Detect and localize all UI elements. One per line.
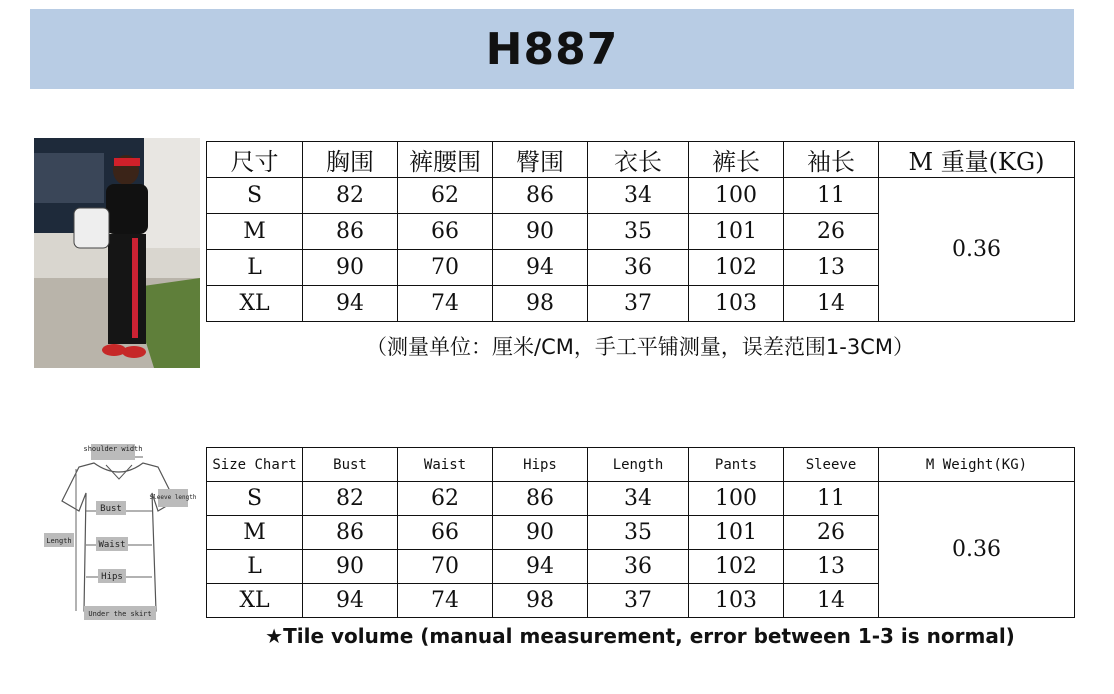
weight-cell: 0.36 [879,178,1075,322]
size-table-chinese [206,141,1075,322]
table-cell: 98 [493,286,588,322]
size-cell: M [207,214,303,250]
table-cell: 86 [303,214,398,250]
size-cell: XL [207,286,303,322]
table-header-row [207,448,1075,482]
table-cell: 11 [784,178,879,214]
table-cell: 35 [588,214,689,250]
table-cell: 100 [689,482,784,516]
header-cell: 裤腰围 [398,142,493,178]
header-cell: Hips [493,448,588,482]
header-cell: Size Chart [207,448,303,482]
diagram-label-shoulder: shoulder width [83,445,143,453]
diagram-label-hips: Hips [101,572,123,582]
table-cell: 74 [398,584,493,618]
table-cell: 62 [398,482,493,516]
table-cell: 13 [784,250,879,286]
table-cell: 94 [303,286,398,322]
header-cell: 袖长 [784,142,879,178]
table-cell: 66 [398,214,493,250]
table-cell: 102 [689,250,784,286]
header-cell: Pants [689,448,784,482]
table-cell: 37 [588,584,689,618]
table-cell: 11 [784,482,879,516]
table-cell: 82 [303,482,398,516]
diagram-label-length: Length [46,537,72,545]
size-cell: L [207,250,303,286]
table-cell: 100 [689,178,784,214]
table-cell: 102 [689,550,784,584]
table-cell: 74 [398,286,493,322]
table-cell: 14 [784,584,879,618]
table-row [207,482,1075,516]
table-header-row [207,142,1075,178]
diagram-label-waist: Waist [98,540,126,550]
header-cell: Waist [398,448,493,482]
header-cell: 臀围 [493,142,588,178]
header-cell: 裤长 [689,142,784,178]
size-cell: S [207,178,303,214]
product-photo-art [34,138,200,368]
measurement-diagram-art [34,441,200,626]
table-cell: 86 [303,516,398,550]
product-photo [34,138,200,368]
header-cell: 衣长 [588,142,689,178]
header-cell: M 重量(KG) [879,142,1075,178]
table-cell: 98 [493,584,588,618]
table-cell: 34 [588,482,689,516]
table-cell: 86 [493,178,588,214]
diagram-label-bust: Bust [100,504,122,514]
page-title: H887 [485,23,619,75]
table-cell: 90 [493,516,588,550]
size-cell: S [207,482,303,516]
table-cell: 26 [784,516,879,550]
table-cell: 101 [689,516,784,550]
table-cell: 94 [303,584,398,618]
table-cell: 86 [493,482,588,516]
table-cell: 103 [689,584,784,618]
table-cell: 94 [493,250,588,286]
measurement-note-chinese: （测量单位：厘米/CM，手工平铺测量，误差范围1-3CM） [366,335,914,359]
weight-cell: 0.36 [879,482,1075,618]
table-cell: 90 [303,250,398,286]
size-table-english [206,447,1075,618]
size-cell: XL [207,584,303,618]
header-cell: 胸围 [303,142,398,178]
table-cell: 70 [398,550,493,584]
table-cell: 70 [398,250,493,286]
table-cell: 36 [588,550,689,584]
table-cell: 37 [588,286,689,322]
header-cell: Sleeve [784,448,879,482]
table-cell: 101 [689,214,784,250]
header-cell: Length [588,448,689,482]
table-cell: 26 [784,214,879,250]
table-cell: 14 [784,286,879,322]
size-cell: M [207,516,303,550]
table-cell: 103 [689,286,784,322]
table-cell: 90 [493,214,588,250]
table-cell: 35 [588,516,689,550]
header-cell: M Weight(KG) [879,448,1075,482]
title-banner [30,9,1074,89]
table-cell: 94 [493,550,588,584]
table-row [207,178,1075,214]
table-cell: 36 [588,250,689,286]
table-cell: 34 [588,178,689,214]
table-cell: 13 [784,550,879,584]
table-cell: 66 [398,516,493,550]
header-cell: 尺寸 [207,142,303,178]
header-cell: Bust [303,448,398,482]
measurement-diagram [34,441,200,626]
table-cell: 90 [303,550,398,584]
size-cell: L [207,550,303,584]
table-cell: 62 [398,178,493,214]
diagram-label-skirt: Under the skirt [88,610,152,618]
measurement-note-english: ★Tile volume (manual measurement, error between 1-3 is normal) [265,624,1015,648]
table-cell: 82 [303,178,398,214]
diagram-label-sleeve: Sleeve length [149,494,197,501]
